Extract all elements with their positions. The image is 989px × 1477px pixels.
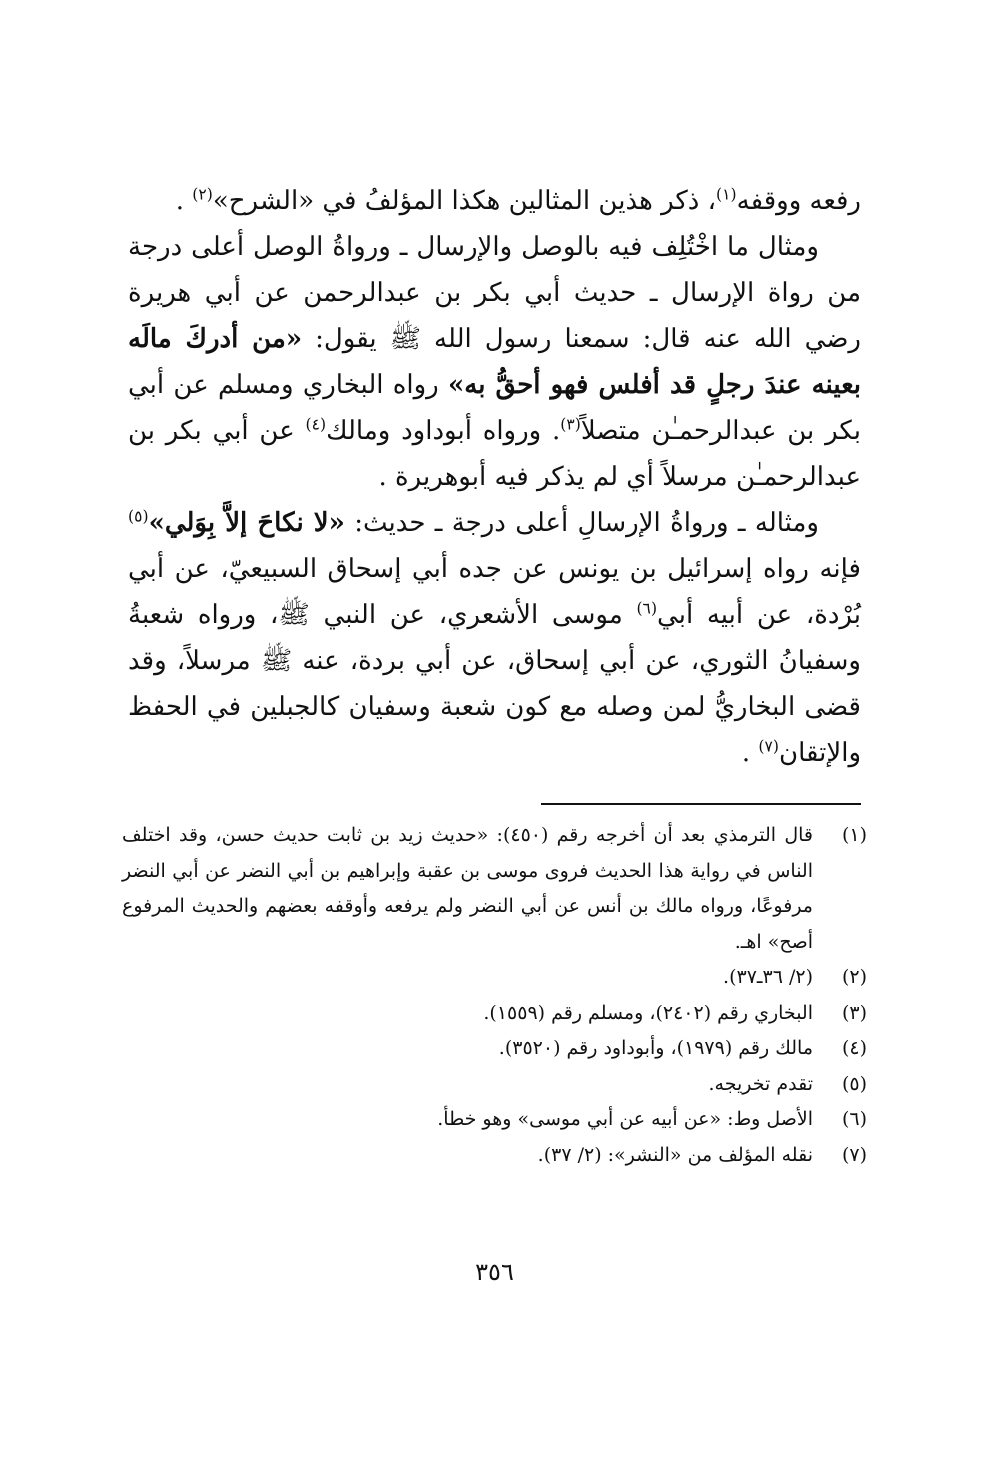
paragraph-3 [128, 500, 861, 776]
footnote-text: قال الترمذي بعد أن أخرجه رقم (٤٥٠): «حديث زيد بن ثابت حديث حسن، وقد اختلف الناس في رواية هذا الحديث فروى موسى بن عقبة وإبراهيم بن أبي النضر عن أبي النضر مرفوعًا، ورواه مالك بن أنس عن أبي النضر ولم يرفعه وأوقفه بعضهم والحديث المرفوع أصح» اهـ. [122, 824, 813, 953]
footnote-text: الأصل وط: «عن أبيه عن أبي موسى» وهو خطأ. [437, 1108, 813, 1130]
footnote-item [122, 960, 867, 996]
footnote-number: (٧) [841, 1143, 867, 1166]
footnote-number: (٤) [841, 1037, 867, 1059]
footnote-ref-5: (٥) [128, 507, 149, 526]
text-run: فإنه رواه إسرائيل بن يونس عن جده أبي إسحاق السبيعيّ، عن أبي بُرْدة، عن أبيه أبي [128, 554, 861, 630]
hadith-quote: «من أدركَ مالَه بعينه عندَ رجلٍ قد أفلس فهو أحقُّ به» [128, 324, 861, 400]
footnote-ref-7: (٧) [758, 737, 779, 756]
footnote-text: البخاري رقم (٢٤٠٢)، ومسلم رقم (١٥٥٩). [483, 1001, 813, 1024]
footnote-text: تقدم تخريجه. [708, 1072, 813, 1095]
footnote-item [122, 818, 867, 960]
text-run: ومثاله ـ ورواةُ الإرسالِ أعلى درجة ـ حديث: [344, 508, 819, 538]
footnote-item [122, 1138, 867, 1174]
footnote-number: (٢) [841, 966, 867, 988]
text-run: موسى الأشعري، عن النبي ﷺ، ورواه شعبةُ وسفيانُ الثوري، عن أبي إسحاق، عن أبي بردة، عنه ﷺ مرسلاً، وقد قضى البخاريُّ لمن وصله مع كون شعبة وسفيان كالجبلين في الحفظ والإتقان [128, 600, 861, 768]
footnote-number: (٣) [841, 1001, 867, 1024]
footnote-ref-4: (٤) [305, 415, 327, 434]
text-run: ، ذكر هذين المثالين هكذا المؤلفُ في «الشرح» [212, 186, 717, 216]
footnote-item [122, 1067, 867, 1103]
paragraph-1 [128, 178, 861, 224]
text-run: رفعه ووقفه [736, 186, 861, 216]
footnote-number: (٦) [841, 1108, 867, 1130]
text-run: ومثال ما اخْتُلِف فيه بالوصل والإرسال ـ ورواةُ الوصل أعلى درجة من رواة الإرسال ـ حديث أبي بكر بن عبدالرحمن عن أبي هريرة رضي الله عنه قال: سمعنا رسول الله ﷺ يقول: [128, 232, 861, 354]
text-run: . ورواه أبوداود ومالك [326, 416, 561, 446]
footnote-ref-6: (٦) [636, 599, 658, 618]
footnote-text: مالك رقم (١٩٧٩)، وأبوداود رقم (٣٥٢٠). [498, 1037, 813, 1059]
footnote-number: (٥) [841, 1072, 867, 1095]
footnote-ref-2: (٢) [192, 185, 213, 204]
footnote-separator [541, 803, 861, 805]
footnote-item [122, 996, 867, 1032]
text-run: رواه البخاري ومسلم عن أبي بكر بن عبدالرحمـٰن متصلاً [128, 370, 862, 446]
footnote-text: (٢/ ٣٦ـ٣٧). [723, 966, 813, 988]
text-run: عن أبي بكر بن عبدالرحمـٰن مرسلاً أي لم يذكر فيه أبوهريرة . [128, 416, 861, 492]
paragraph-2 [128, 224, 861, 500]
footnote-ref-1: (١) [716, 185, 737, 204]
footnote-text: نقله المؤلف من «النشر»: (٢/ ٣٧). [537, 1143, 813, 1166]
text-run: . [741, 738, 759, 768]
footnote-ref-3: (٣) [560, 415, 581, 434]
main-text [128, 178, 861, 776]
footnotes [122, 818, 867, 1173]
text-run: . [175, 186, 193, 216]
footnote-item [122, 1031, 867, 1067]
footnote-item [122, 1102, 867, 1138]
hadith-quote: «لا نكاحَ إلاَّ بِوَلي» [148, 508, 345, 538]
footnote-number: (١) [841, 824, 867, 846]
page-number: ٣٥٦ [475, 1258, 514, 1286]
